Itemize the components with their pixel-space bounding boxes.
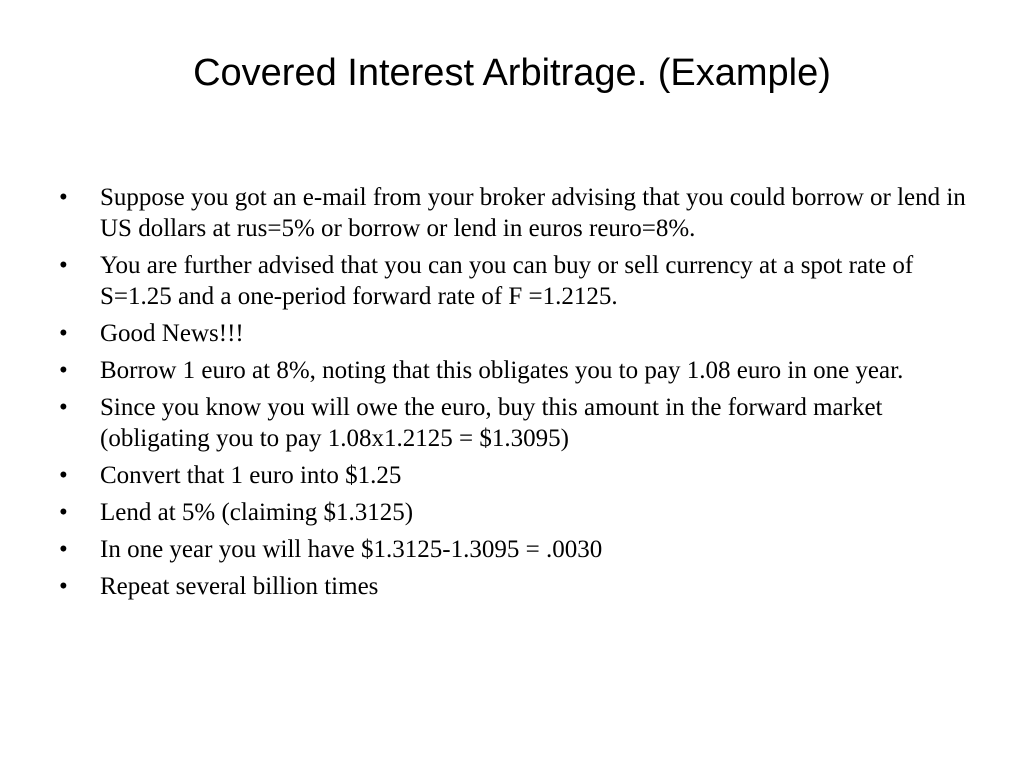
bullet-text: You are further advised that you can you can buy or sell currency at a spot rate of S=1.25 and a one-period forward rate of F =1.2125. [100, 252, 914, 310]
bullet-item [56, 355, 968, 386]
bullet-icon: • [59, 357, 68, 384]
bullet-icon: • [59, 573, 68, 600]
bullet-icon: • [59, 499, 68, 526]
bullet-item [56, 392, 968, 454]
bullet-icon: • [59, 394, 68, 421]
bullet-text: Good News!!! [100, 320, 244, 347]
bullet-item [56, 318, 968, 349]
bullet-text: Borrow 1 euro at 8%, noting that this obligates you to pay 1.08 euro in one year. [100, 357, 904, 384]
bullet-item [56, 571, 968, 602]
bullet-text: Suppose you got an e-mail from your broker advising that you could borrow or lend in US dollars at rus=5% or borrow or lend in euros reuro=8%. [100, 184, 966, 242]
bullet-item [56, 182, 968, 244]
bullet-item [56, 497, 968, 528]
bullet-item [56, 460, 968, 491]
bullet-icon: • [59, 320, 68, 347]
slide-title: Covered Interest Arbitrage. (Example) [193, 52, 831, 94]
bullet-item [56, 250, 968, 312]
bullet-text: Lend at 5% (claiming $1.3125) [100, 499, 414, 526]
bullet-item [56, 534, 968, 565]
bullet-text: Since you know you will owe the euro, buy this amount in the forward market (obligating you to pay 1.08x1.2125 = $1.3095) [100, 394, 883, 452]
bullet-icon: • [59, 462, 68, 489]
bullet-text: In one year you will have $1.3125-1.3095 = .0030 [100, 536, 603, 563]
bullet-icon: • [59, 536, 68, 563]
bullet-icon: • [59, 184, 68, 211]
bullet-text: Repeat several billion times [100, 573, 379, 600]
bullet-icon: • [59, 252, 68, 279]
bullet-text: Convert that 1 euro into $1.25 [100, 462, 402, 489]
bullet-list [56, 182, 968, 608]
